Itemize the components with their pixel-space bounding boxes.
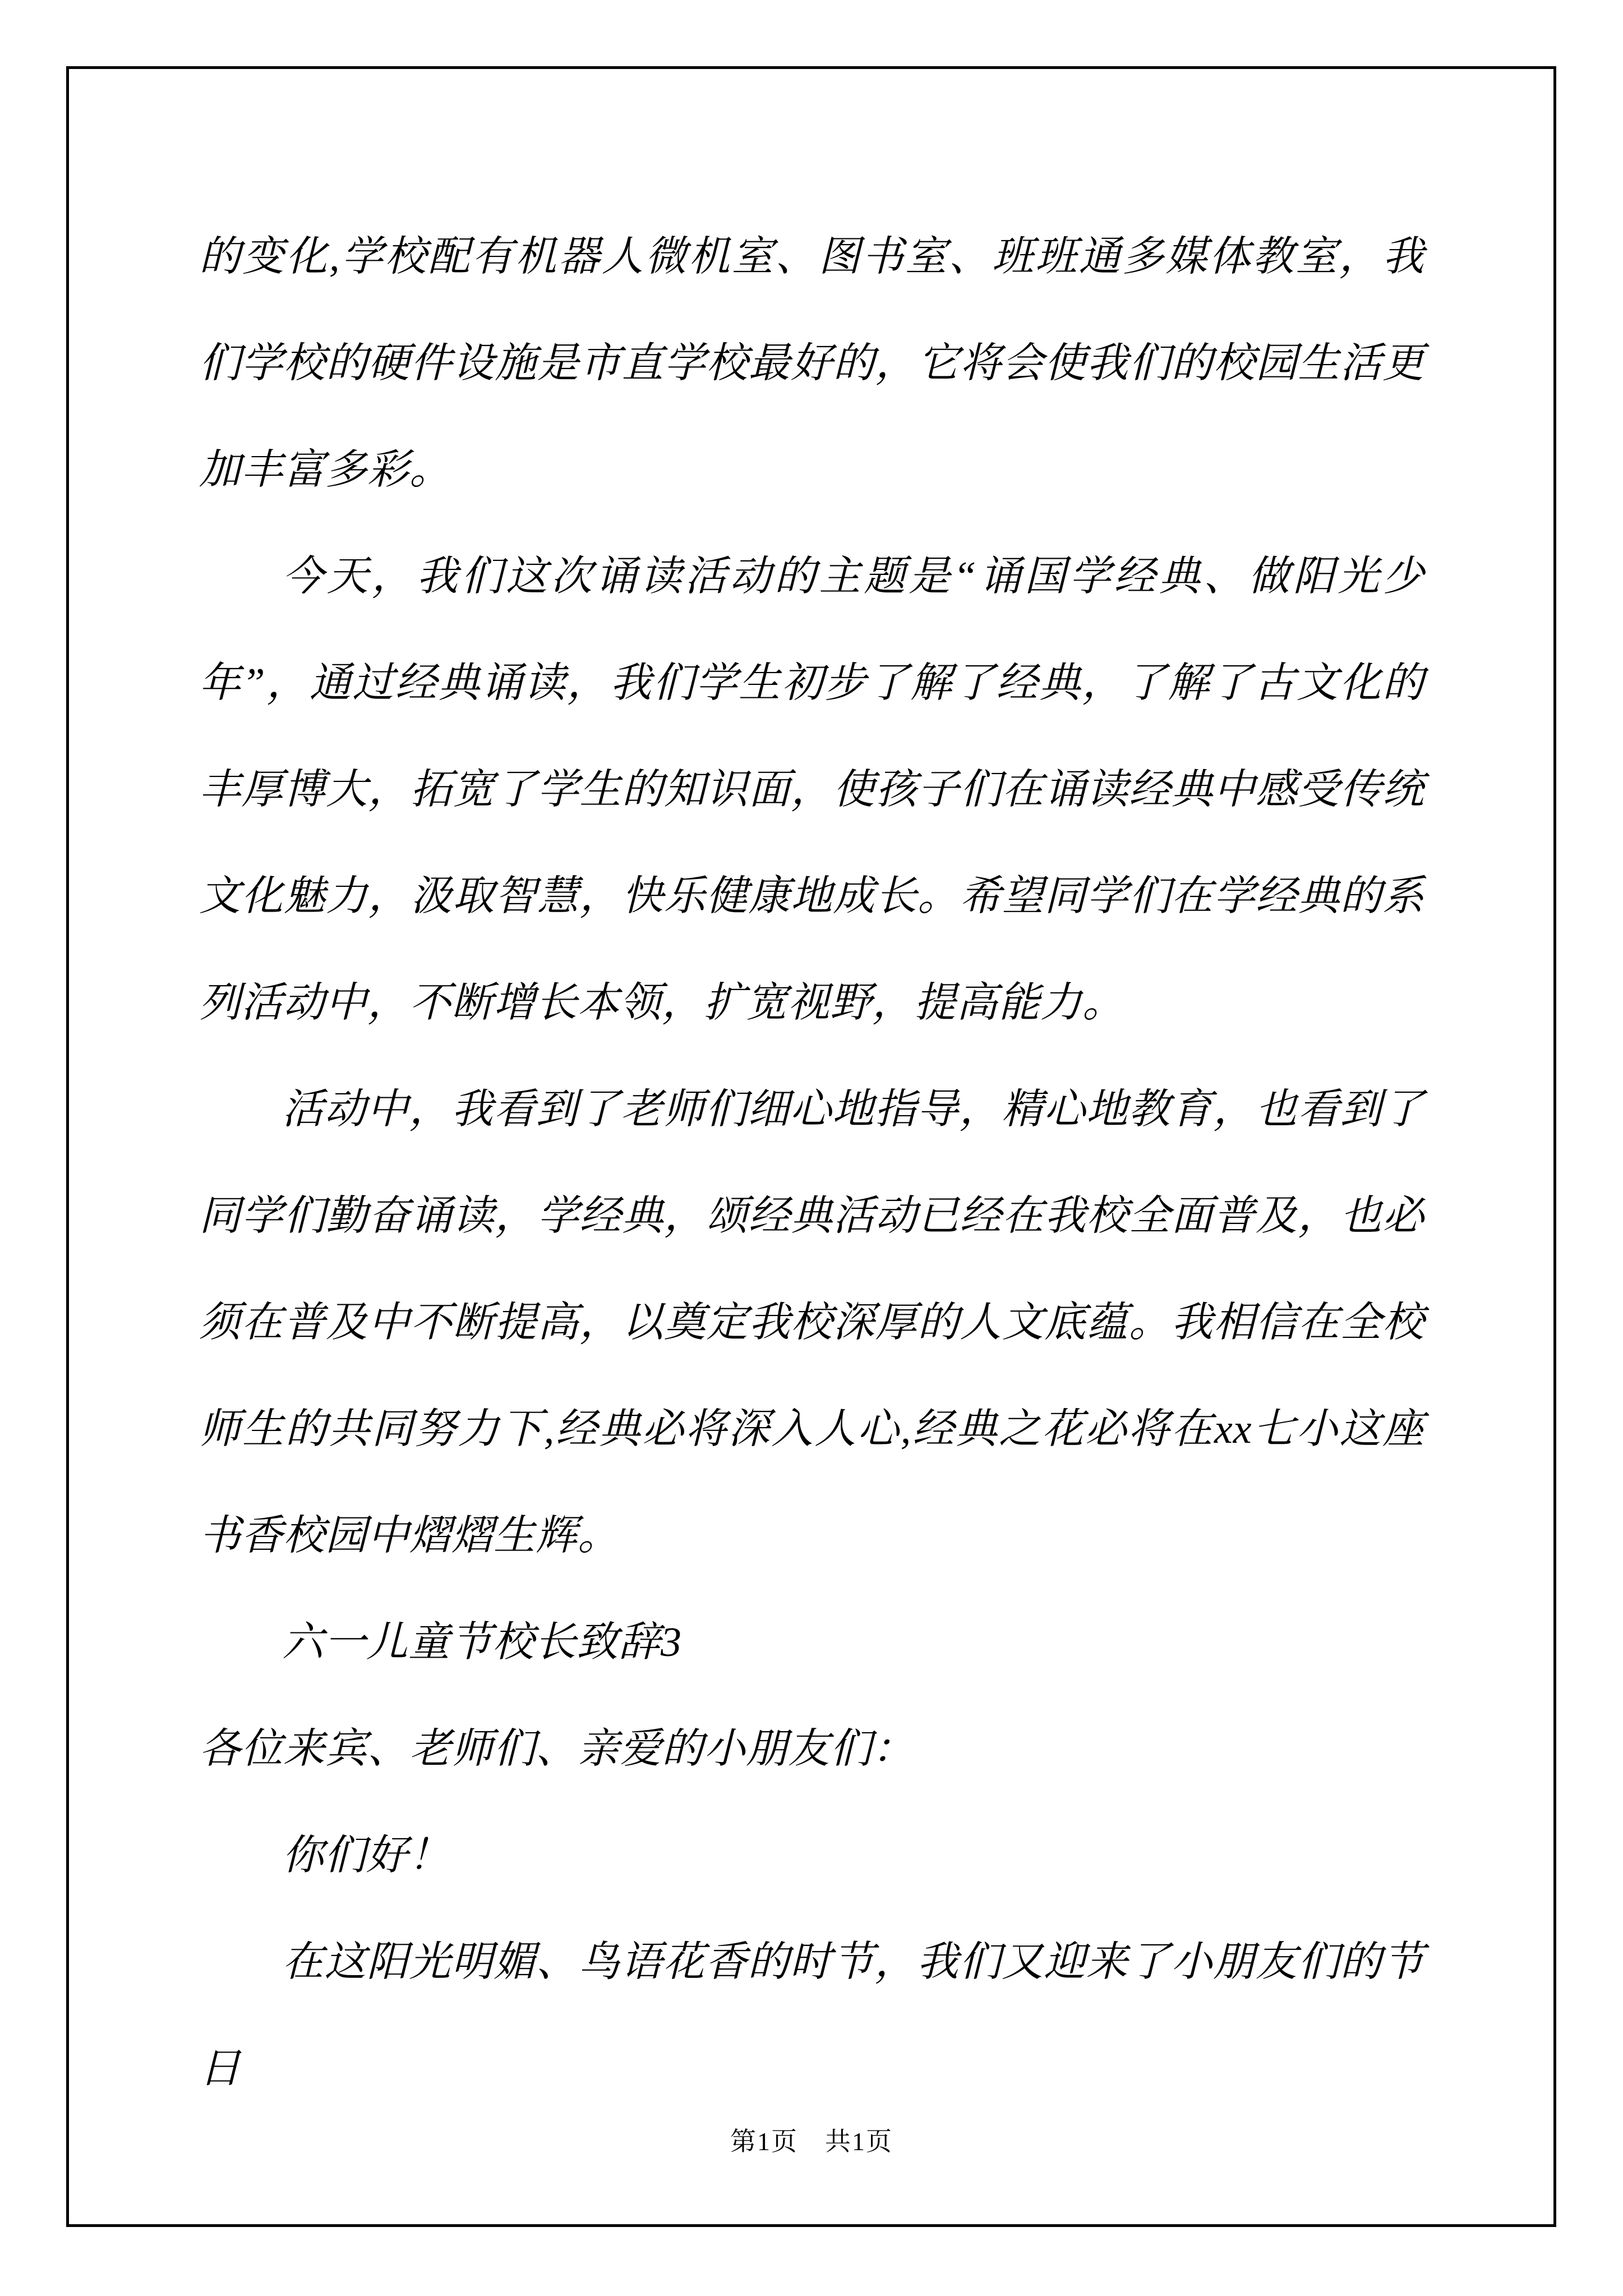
document-body xyxy=(199,204,1424,2122)
body-paragraph: 的变化,学校配有机器人微机室、图书室、班班通多媒体教室，我们学校的硬件设施是市直学校最好的，它将会使我们的校园生活更加丰富多彩。 xyxy=(199,234,1424,493)
salutation-line: 各位来宾、老师们、亲爱的小朋友们： xyxy=(199,1726,914,1772)
page-number: 第1页 共1页 xyxy=(730,2127,893,2156)
body-paragraph: 活动中，我看到了老师们细心地指导，精心地教育，也看到了同学们勤奋诵读，学经典，颂经典活动已经在我校全面普及，也必须在普及中不断提高，以奠定我校深厚的人文底蕴。我相信在全校师生的共同努力下,经典必将深入人心,经典之花必将在xx七小这座书香校园中熠熠生辉。 xyxy=(199,1087,1424,1559)
greeting-line: 你们好！ xyxy=(282,1833,450,1879)
body-paragraph: 在这阳光明媚、鸟语花香的时节，我们又迎来了小朋友们的节日 xyxy=(199,1939,1424,2092)
section-title: 六一儿童节校长致辞3 xyxy=(282,1619,682,1665)
body-paragraph: 今天，我们这次诵读活动的主题是“诵国学经典、做阳光少年”，通过经典诵读，我们学生初步了解了经典，了解了古文化的丰厚博大，拓宽了学生的知识面，使孩子们在诵读经典中感受传统文化魅力，汲取智慧，快乐健康地成长。希望同学们在学经典的系列活动中，不断增长本领，扩宽视野，提高能力。 xyxy=(199,554,1424,1026)
